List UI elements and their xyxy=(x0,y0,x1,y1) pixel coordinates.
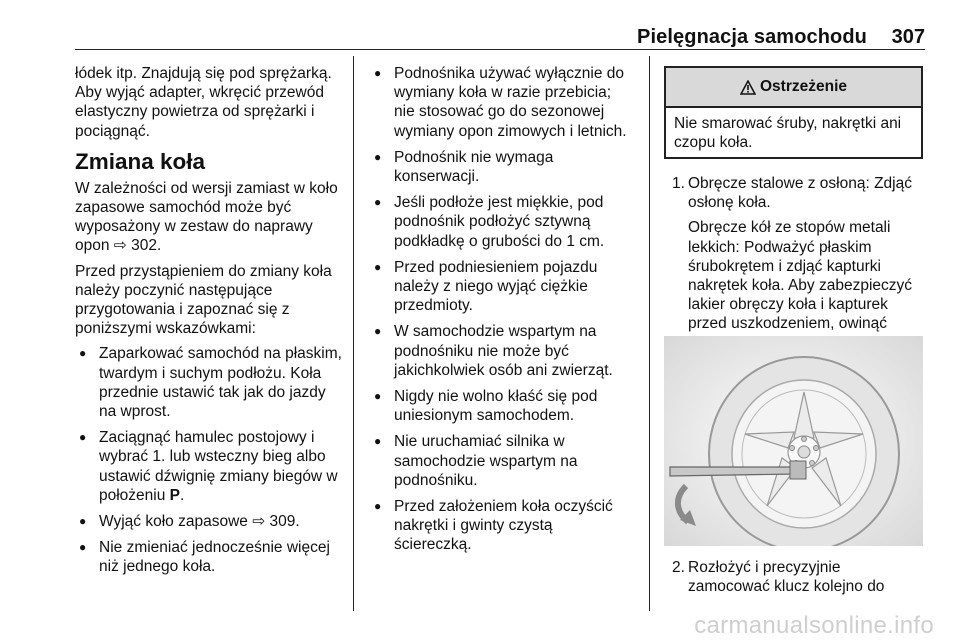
list-item: ● Jeśli podłoże jest miękkie, pod podnośnik podłożyć sztywną podkładkę o grubości do 1 cm. xyxy=(370,193,632,251)
steps-list-continued xyxy=(664,558,926,596)
list-item: ● Przed założeniem koła oczyścić nakrętki i gwinty czystą ściereczką. xyxy=(370,497,632,555)
gear-position: P xyxy=(169,486,181,504)
watermark: carmanualsonline.info xyxy=(694,612,934,639)
list-item: ● Nigdy nie wolno kłaść się pod uniesionym samochodem. xyxy=(370,387,632,425)
step-item: 1. Obręcze stalowe z osłoną: Zdjąć osłonę koła. Obręcze kół ze stopów metali lekkich: Podważyć płaskim śrubokrętem i zdjąć kapturki nakrętek koła. Aby zabezpieczyć lakier obręczy koła i kapturek przed uszkodzeniem, owinąć xyxy=(672,175,913,333)
reference-arrow-icon: ⇨ xyxy=(113,237,127,255)
column-divider-2 xyxy=(649,56,650,611)
warning-text: Nie smarować śruby, nakrętki ani czopu koła. xyxy=(674,115,902,152)
section-heading: Zmiana koła xyxy=(75,148,206,174)
page-reference-link[interactable]: 302. xyxy=(131,237,162,255)
step-item: 2. Rozłożyć i precyzyjnie zamocować klucz kolejno do xyxy=(672,559,885,596)
list-item: ● Nie zmieniać jednocześnie więcej niż jednego koła. xyxy=(75,538,347,576)
wheel-drawing xyxy=(664,336,923,546)
list-item: ● Podnośnik nie wymaga konserwacji. xyxy=(370,148,632,186)
reference-arrow-icon: ⇨ xyxy=(252,513,266,531)
header-rule xyxy=(75,49,925,50)
list-item: ● Nie uruchamiać silnika w samochodzie wspartym na podnośniku. xyxy=(370,432,632,490)
steps-list xyxy=(664,174,926,353)
intro-paragraph: łódek itp. Znajdują się pod sprężarką. Aby wyjąć adapter, wkręcić przewód elastyczny powietrza od sprężarki i pociągnąć. xyxy=(75,65,332,140)
jack-notes-list xyxy=(370,64,632,555)
left-column xyxy=(75,64,347,584)
section-title: Pielęgnacja samochodu xyxy=(637,26,867,48)
preparation-list xyxy=(75,344,347,576)
right-column-steps xyxy=(664,174,926,353)
warning-triangle-icon xyxy=(740,80,756,95)
warning-header xyxy=(666,68,921,108)
column-divider-1 xyxy=(353,56,354,611)
list-item: ● Podnośnika używać wyłącznie do wymiany koła w razie przebicia; nie stosować go do sezonowej wymiany opon zimowych i letnich. xyxy=(370,64,632,141)
list-item: ● W samochodzie wspartym na podnośniku nie może być jakichkolwiek osób ani zwierząt. xyxy=(370,322,632,380)
warning-box xyxy=(664,66,923,159)
right-column-step2 xyxy=(664,558,926,596)
page-number: 307 xyxy=(891,26,925,48)
middle-column xyxy=(370,64,632,562)
paragraph-2: Przed przystąpieniem do zmiany koła należy poczynić następujące przygotowania i zapoznać się z poniższymi wskazówkami: xyxy=(75,262,332,338)
list-item: ● Wyjąć koło zapasowe ⇨ 309. xyxy=(75,512,347,531)
list-item: ● Zaciągnąć hamulec postojowy i wybrać 1. lub wsteczny bieg albo ustawić dźwignię zmiany biegów w położeniu P. xyxy=(75,428,347,505)
page-reference-link[interactable]: 309. xyxy=(269,513,300,531)
paragraph-1: W zależności od wersji zamiast w koło zapasowe samochód może być wyposażony w zestaw do naprawy opon ⇨ 302. xyxy=(75,179,338,255)
list-item: ● Zaparkować samochód na płaskim, twardym i suchym podłożu. Koła przednie ustawić tak jak do jazdy na wprost. xyxy=(75,344,347,421)
wheel-illustration xyxy=(664,336,923,546)
warning-title: Ostrzeżenie xyxy=(759,78,847,95)
list-item: ● Przed podniesieniem pojazdu należy z niego wyjąć ciężkie przedmioty. xyxy=(370,258,632,316)
